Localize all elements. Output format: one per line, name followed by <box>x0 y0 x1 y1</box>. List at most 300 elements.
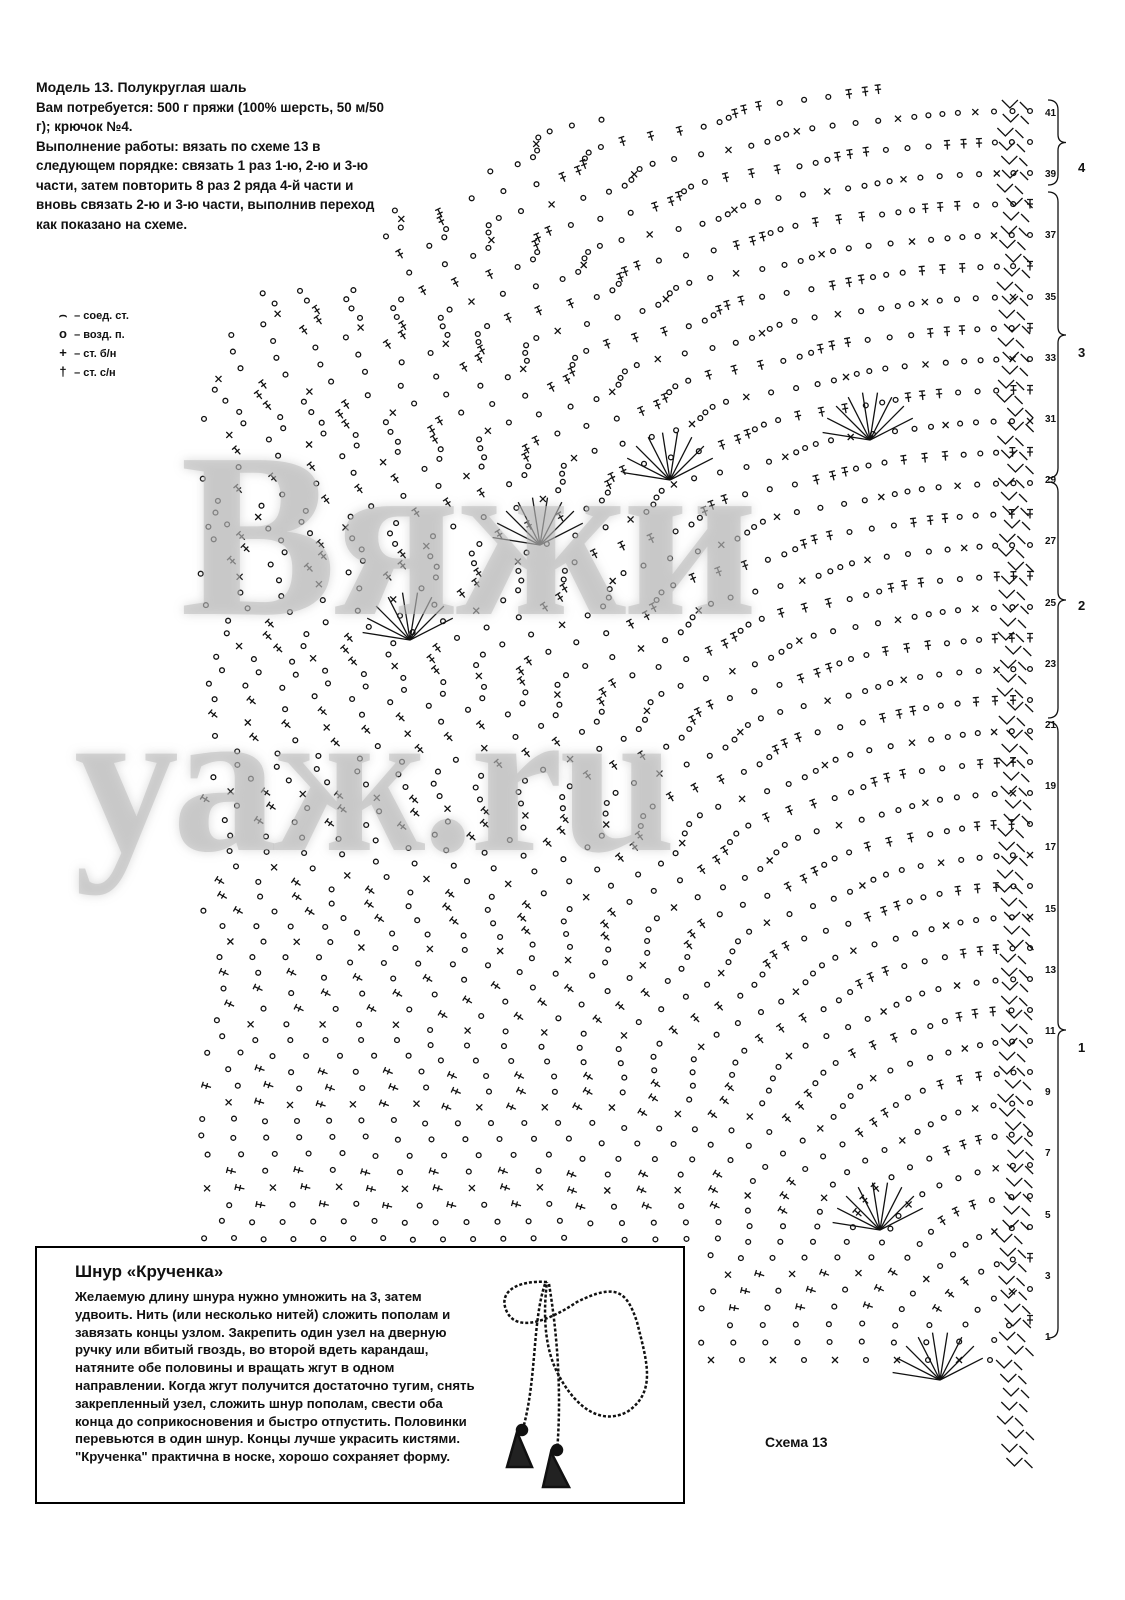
chain-stitch-mark <box>290 1202 295 1207</box>
double-crochet-mark <box>820 1269 829 1276</box>
double-crochet-mark <box>748 169 755 178</box>
chain-stitch-mark <box>521 853 526 858</box>
chain-stitch-mark <box>284 1022 289 1027</box>
chain-stitch-mark <box>481 515 486 520</box>
chain-stitch-mark <box>400 759 405 764</box>
double-crochet-mark <box>318 707 327 715</box>
chain-stitch-mark <box>940 610 945 615</box>
chain-stitch-mark <box>963 1242 968 1247</box>
double-crochet-mark <box>812 218 819 227</box>
single-crochet-mark <box>320 1021 326 1027</box>
chain-stitch-mark <box>659 1007 664 1012</box>
chain-stitch-mark <box>465 879 470 884</box>
chain-stitch-mark <box>922 959 927 964</box>
chain-stitch-mark <box>556 488 561 493</box>
chain-stitch-mark <box>792 319 797 324</box>
chain-stitch-mark <box>311 1219 316 1224</box>
chain-stitch-mark <box>1011 853 1016 858</box>
chain-stitch-mark <box>632 781 637 786</box>
edge-stitch-mark <box>1001 968 1027 978</box>
chain-stitch-mark <box>710 405 715 410</box>
chain-stitch-mark <box>975 1170 980 1175</box>
double-crochet-mark <box>688 929 696 938</box>
chain-stitch-mark <box>669 455 674 460</box>
chain-stitch-mark <box>523 778 528 783</box>
chain-stitch-mark <box>622 1126 627 1131</box>
chain-stitch-mark <box>369 504 374 509</box>
chain-stitch-mark <box>469 196 474 201</box>
double-crochet-mark <box>391 474 399 483</box>
double-crochet-mark <box>353 973 362 981</box>
chain-stitch-mark <box>393 208 398 213</box>
chain-stitch-mark <box>297 1086 302 1091</box>
single-crochet-mark <box>859 883 865 889</box>
chain-stitch-mark <box>928 1055 933 1060</box>
double-crochet-mark <box>800 539 807 549</box>
chain-stitch-mark <box>645 951 650 956</box>
chain-stitch-mark <box>956 1110 961 1115</box>
chain-stitch-mark <box>344 335 349 340</box>
chain-stitch-mark <box>584 424 589 429</box>
chain-stitch-mark <box>344 297 349 302</box>
edge-stitch-mark <box>1001 898 1027 908</box>
chain-stitch-mark <box>687 280 692 285</box>
fan-stitch-mark <box>940 1358 983 1380</box>
chain-stitch-mark <box>740 1358 745 1363</box>
chain-stitch-mark <box>574 640 579 645</box>
chain-stitch-mark <box>216 499 221 504</box>
chain-stitch-mark <box>994 357 999 362</box>
chain-stitch-mark <box>580 1156 585 1161</box>
chain-stitch-mark <box>649 435 654 440</box>
legend-label: – соед. ст. <box>74 310 129 322</box>
single-crochet-mark <box>825 698 831 704</box>
chain-stitch-mark <box>552 1074 557 1079</box>
chain-stitch-mark <box>1028 543 1033 548</box>
chain-stitch-mark <box>490 402 495 407</box>
chain-stitch-mark <box>827 1340 832 1345</box>
chain-stitch-mark <box>1028 884 1033 889</box>
chain-stitch-mark <box>957 173 962 178</box>
chain-stitch-mark <box>921 895 926 900</box>
chain-stitch-mark <box>865 338 870 343</box>
edge-stitch-mark <box>998 338 1024 348</box>
double-crochet-mark <box>864 842 871 852</box>
chain-stitch-mark <box>511 1153 516 1158</box>
single-crochet-mark <box>901 176 907 182</box>
chain-stitch-mark <box>698 813 703 818</box>
chain-stitch-mark <box>348 960 353 965</box>
chain-stitch-mark <box>1028 791 1033 796</box>
chain-stitch-mark <box>444 392 449 397</box>
edge-stitch-mark <box>1004 926 1030 936</box>
edge-stitch-mark <box>997 884 1023 894</box>
single-crochet-mark <box>793 989 799 995</box>
double-crochet-mark <box>874 1284 883 1291</box>
chain-stitch-mark <box>700 221 705 226</box>
chain-stitch-mark <box>539 724 544 729</box>
edge-stitch-mark <box>1002 982 1028 992</box>
double-crochet-mark <box>635 831 643 840</box>
double-crochet-mark <box>626 619 634 628</box>
single-crochet-mark <box>306 389 312 395</box>
single-crochet-mark <box>796 638 802 644</box>
single-crochet-mark <box>255 514 261 520</box>
double-crochet-mark <box>361 1168 371 1175</box>
chain-stitch-mark <box>863 689 868 694</box>
chain-stitch-mark <box>496 216 501 221</box>
chain-stitch-mark <box>475 332 480 337</box>
double-crochet-mark <box>545 226 552 236</box>
single-crochet-mark <box>899 1137 905 1143</box>
chain-stitch-mark <box>781 1151 786 1156</box>
chain-stitch-mark <box>555 431 560 436</box>
chain-stitch-mark <box>1028 171 1033 176</box>
double-crochet-mark <box>603 339 610 348</box>
double-crochet-mark <box>694 707 701 716</box>
chain-stitch-mark <box>501 598 506 603</box>
chain-stitch-mark <box>479 1014 484 1019</box>
chain-stitch-mark <box>846 693 851 698</box>
double-crochet-mark <box>639 1170 648 1177</box>
chain-stitch-mark <box>763 1340 768 1345</box>
watermark-line-2: уаж.ru <box>74 664 673 896</box>
double-crochet-mark <box>312 305 320 314</box>
chain-stitch-mark <box>657 1041 662 1046</box>
double-crochet-mark <box>552 737 560 746</box>
double-crochet-mark <box>319 1200 328 1207</box>
single-crochet-mark <box>485 428 491 434</box>
chain-stitch-mark <box>305 298 310 303</box>
chain-stitch-mark <box>618 1061 623 1066</box>
chain-stitch-mark <box>760 972 765 977</box>
chain-stitch-mark <box>590 1121 595 1126</box>
double-crochet-mark <box>396 713 405 722</box>
chain-stitch-mark <box>802 936 807 941</box>
row-number: 29 <box>1045 475 1057 487</box>
chain-stitch-mark <box>390 931 395 936</box>
chain-stitch-mark <box>350 536 355 541</box>
chain-stitch-mark <box>488 169 493 174</box>
double-crochet-mark <box>835 215 842 224</box>
double-crochet-mark <box>287 968 296 975</box>
chain-stitch-mark <box>663 638 668 643</box>
chain-stitch-mark <box>926 113 931 118</box>
chain-stitch-mark <box>659 692 664 697</box>
chain-stitch-mark <box>463 1137 468 1142</box>
chain-stitch-mark <box>682 189 687 194</box>
chain-stitch-mark <box>258 894 263 899</box>
chain-stitch-mark <box>957 670 962 675</box>
chain-stitch-mark <box>867 369 872 374</box>
double-crochet-mark <box>759 232 766 241</box>
single-crochet-mark <box>228 788 234 794</box>
double-crochet-mark <box>781 739 788 748</box>
edge-stitch-mark <box>996 1234 1022 1244</box>
chain-stitch-mark <box>439 719 444 724</box>
chain-stitch-mark <box>915 1129 920 1134</box>
chain-stitch-mark <box>1028 1070 1033 1075</box>
double-crochet-mark <box>633 261 640 271</box>
double-crochet-mark <box>419 286 426 295</box>
chain-stitch-mark <box>837 661 842 666</box>
double-crochet-mark <box>433 1184 443 1191</box>
chain-stitch-mark <box>876 621 881 626</box>
edge-stitch-mark <box>1004 814 1030 824</box>
double-crochet-mark <box>733 241 740 251</box>
chain-stitch-mark <box>622 1075 627 1080</box>
chain-stitch-mark <box>491 921 496 926</box>
chain-stitch-mark <box>882 1148 887 1153</box>
chain-stitch-mark <box>561 577 566 582</box>
double-crochet-mark <box>883 773 890 783</box>
single-crochet-mark <box>759 330 765 336</box>
chain-stitch-mark <box>556 1016 561 1021</box>
chain-stitch-mark <box>561 806 566 811</box>
double-crochet-mark <box>993 883 999 892</box>
chain-stitch-mark <box>765 893 770 898</box>
chain-stitch-mark <box>862 498 867 503</box>
chain-stitch-mark <box>667 291 672 296</box>
edge-stitch-mark <box>998 380 1024 390</box>
single-crochet-mark <box>850 948 856 954</box>
chain-stitch-mark <box>960 826 965 831</box>
chain-stitch-mark <box>1011 667 1016 672</box>
chain-stitch-mark <box>665 979 670 984</box>
chain-stitch-mark <box>532 869 537 874</box>
chain-stitch-mark <box>840 1142 845 1147</box>
double-crochet-mark <box>430 434 438 443</box>
double-crochet-mark <box>265 619 274 628</box>
chain-stitch-mark <box>610 655 615 660</box>
chain-stitch-mark <box>438 447 443 452</box>
chain-stitch-mark <box>755 199 760 204</box>
edge-stitch-mark <box>1007 702 1033 712</box>
chain-stitch-mark <box>567 1136 572 1141</box>
edge-stitch-mark <box>1003 772 1029 782</box>
chain-stitch-mark <box>651 502 656 507</box>
chain-stitch-mark <box>408 890 413 895</box>
double-crochet-mark <box>256 1201 265 1208</box>
chain-stitch-mark <box>910 804 915 809</box>
single-crochet-mark <box>663 296 669 302</box>
chain-stitch-mark <box>733 1060 738 1065</box>
chain-stitch-mark <box>388 430 393 435</box>
chain-stitch-mark <box>753 589 758 594</box>
chain-stitch-mark <box>673 851 678 856</box>
chain-stitch-mark <box>671 1142 676 1147</box>
double-crochet-mark <box>882 966 889 976</box>
single-crochet-mark <box>609 389 615 395</box>
double-crochet-mark <box>583 771 591 780</box>
chain-stitch-mark <box>355 769 360 774</box>
single-crochet-mark <box>522 812 528 818</box>
chain-stitch-mark <box>993 543 998 548</box>
chain-stitch-mark <box>534 284 539 289</box>
chain-stitch-mark <box>776 1065 781 1070</box>
chain-stitch-mark <box>861 785 866 790</box>
chain-stitch-mark <box>330 1168 335 1173</box>
single-crochet-mark <box>739 796 745 802</box>
chain-stitch-mark <box>794 450 799 455</box>
chain-stitch-mark <box>477 542 482 547</box>
double-crochet-mark <box>600 920 608 929</box>
chain-stitch-mark <box>859 1339 864 1344</box>
double-crochet-mark <box>944 140 950 149</box>
chain-stitch-mark <box>907 899 912 904</box>
chain-stitch-mark <box>962 359 967 364</box>
double-crochet-mark <box>365 886 374 894</box>
double-crochet-mark <box>321 495 329 504</box>
single-crochet-mark <box>306 442 312 448</box>
chain-stitch-mark <box>545 1059 550 1064</box>
edge-stitch-mark <box>1008 562 1034 572</box>
chain-stitch-mark <box>896 808 901 813</box>
double-crochet-mark <box>794 411 801 421</box>
chain-stitch-mark <box>963 1322 968 1327</box>
chain-stitch-mark <box>466 1169 471 1174</box>
double-crochet-mark <box>325 818 334 826</box>
double-crochet-mark <box>818 407 825 417</box>
double-crochet-mark <box>609 760 617 769</box>
chain-stitch-mark <box>924 1340 929 1345</box>
edge-stitch-mark <box>1003 114 1029 124</box>
single-crochet-mark <box>358 325 364 331</box>
chain-stitch-mark <box>366 625 371 630</box>
single-crochet-mark <box>554 692 560 698</box>
chain-stitch-mark <box>703 410 708 415</box>
single-crochet-mark <box>991 729 997 735</box>
chain-stitch-mark <box>974 918 979 923</box>
chain-stitch-mark <box>603 960 608 965</box>
chain-stitch-mark <box>472 561 477 566</box>
chain-stitch-mark <box>775 136 780 141</box>
double-crochet-mark <box>784 882 791 891</box>
single-crochet-mark <box>972 109 978 115</box>
double-crochet-mark <box>956 1012 963 1021</box>
chain-stitch-mark <box>846 246 851 251</box>
double-crochet-mark <box>919 391 926 400</box>
chain-stitch-mark <box>875 181 880 186</box>
chain-stitch-mark <box>782 263 787 268</box>
chain-stitch-mark <box>524 343 529 348</box>
chain-stitch-mark <box>534 182 539 187</box>
chain-stitch-mark <box>955 297 960 302</box>
chain-stitch-mark <box>829 438 834 443</box>
double-crochet-mark <box>942 451 948 460</box>
chain-stitch-mark <box>832 796 837 801</box>
chain-stitch-mark <box>272 1152 277 1157</box>
chain-stitch-mark <box>767 1088 772 1093</box>
single-crochet-mark <box>344 872 350 878</box>
chain-stitch-mark <box>892 1340 897 1345</box>
chain-stitch-mark <box>480 696 485 701</box>
chain-stitch-mark <box>906 552 911 557</box>
single-crochet-mark <box>423 543 429 549</box>
chain-stitch-mark <box>889 1175 894 1180</box>
chain-stitch-mark <box>995 264 1000 269</box>
chain-stitch-mark <box>436 484 441 489</box>
single-crochet-mark <box>675 1187 681 1193</box>
chain-stitch-mark <box>801 192 806 197</box>
chain-stitch-mark <box>594 719 599 724</box>
chain-stitch-mark <box>860 1321 865 1326</box>
double-crochet-mark <box>263 401 271 410</box>
double-crochet-mark <box>517 913 526 921</box>
chain-stitch-mark <box>778 227 783 232</box>
double-crochet-mark <box>447 1201 456 1208</box>
chain-stitch-mark <box>303 509 308 514</box>
chain-stitch-mark <box>776 1288 781 1293</box>
chain-stitch-mark <box>222 818 227 823</box>
double-crochet-mark <box>616 272 623 282</box>
chain-stitch-mark <box>396 772 401 777</box>
double-crochet-mark <box>714 567 721 577</box>
chain-stitch-mark <box>530 942 535 947</box>
chain-stitch-mark <box>746 622 751 627</box>
single-crochet-mark <box>640 962 646 968</box>
single-crochet-mark <box>961 545 967 551</box>
chain-stitch-mark <box>323 620 328 625</box>
double-crochet-mark <box>725 1083 734 1091</box>
chain-stitch-mark <box>960 764 965 769</box>
chain-stitch-mark <box>994 481 999 486</box>
chain-stitch-mark <box>937 174 942 179</box>
chain-stitch-mark <box>212 387 217 392</box>
chain-stitch-mark <box>614 416 619 421</box>
double-crochet-mark <box>939 265 945 274</box>
chain-stitch-mark <box>744 465 749 470</box>
chain-stitch-mark <box>547 1152 552 1157</box>
double-crochet-mark <box>566 299 573 309</box>
double-crochet-mark <box>691 783 698 792</box>
chain-stitch-mark <box>558 1218 563 1223</box>
chain-stitch-mark <box>204 603 209 608</box>
chain-stitch-mark <box>768 231 773 236</box>
double-crochet-mark <box>705 370 712 380</box>
chain-stitch-mark <box>795 510 800 515</box>
chain-stitch-mark <box>667 390 672 395</box>
chain-stitch-mark <box>883 366 888 371</box>
chain-stitch-mark <box>955 701 960 706</box>
double-crochet-mark <box>959 326 965 335</box>
double-crochet-mark <box>705 646 712 655</box>
chain-stitch-mark <box>256 670 261 675</box>
chain-stitch-mark <box>619 238 624 243</box>
double-crochet-mark <box>880 906 887 915</box>
chain-stitch-mark <box>793 547 798 552</box>
double-crochet-mark <box>720 1096 729 1104</box>
double-crochet-mark <box>504 313 511 322</box>
chain-stitch-mark <box>620 441 625 446</box>
chain-stitch-mark <box>291 1237 296 1242</box>
chain-stitch-mark <box>991 1103 996 1108</box>
chain-stitch-mark <box>709 601 714 606</box>
chain-stitch-mark <box>1011 481 1016 486</box>
chain-stitch-mark <box>917 1242 922 1247</box>
edge-stitch-mark <box>999 1052 1025 1062</box>
chain-stitch-mark <box>363 369 368 374</box>
double-crochet-mark <box>574 166 581 176</box>
single-crochet-mark <box>954 983 960 989</box>
chain-stitch-mark <box>1010 109 1015 114</box>
chain-stitch-mark <box>261 1006 266 1011</box>
legend-label: – возд. п. <box>74 329 125 341</box>
chain-stitch-mark <box>682 351 687 356</box>
chain-stitch-mark <box>588 1221 593 1226</box>
chain-stitch-mark <box>561 857 566 862</box>
chain-stitch-mark <box>432 602 437 607</box>
